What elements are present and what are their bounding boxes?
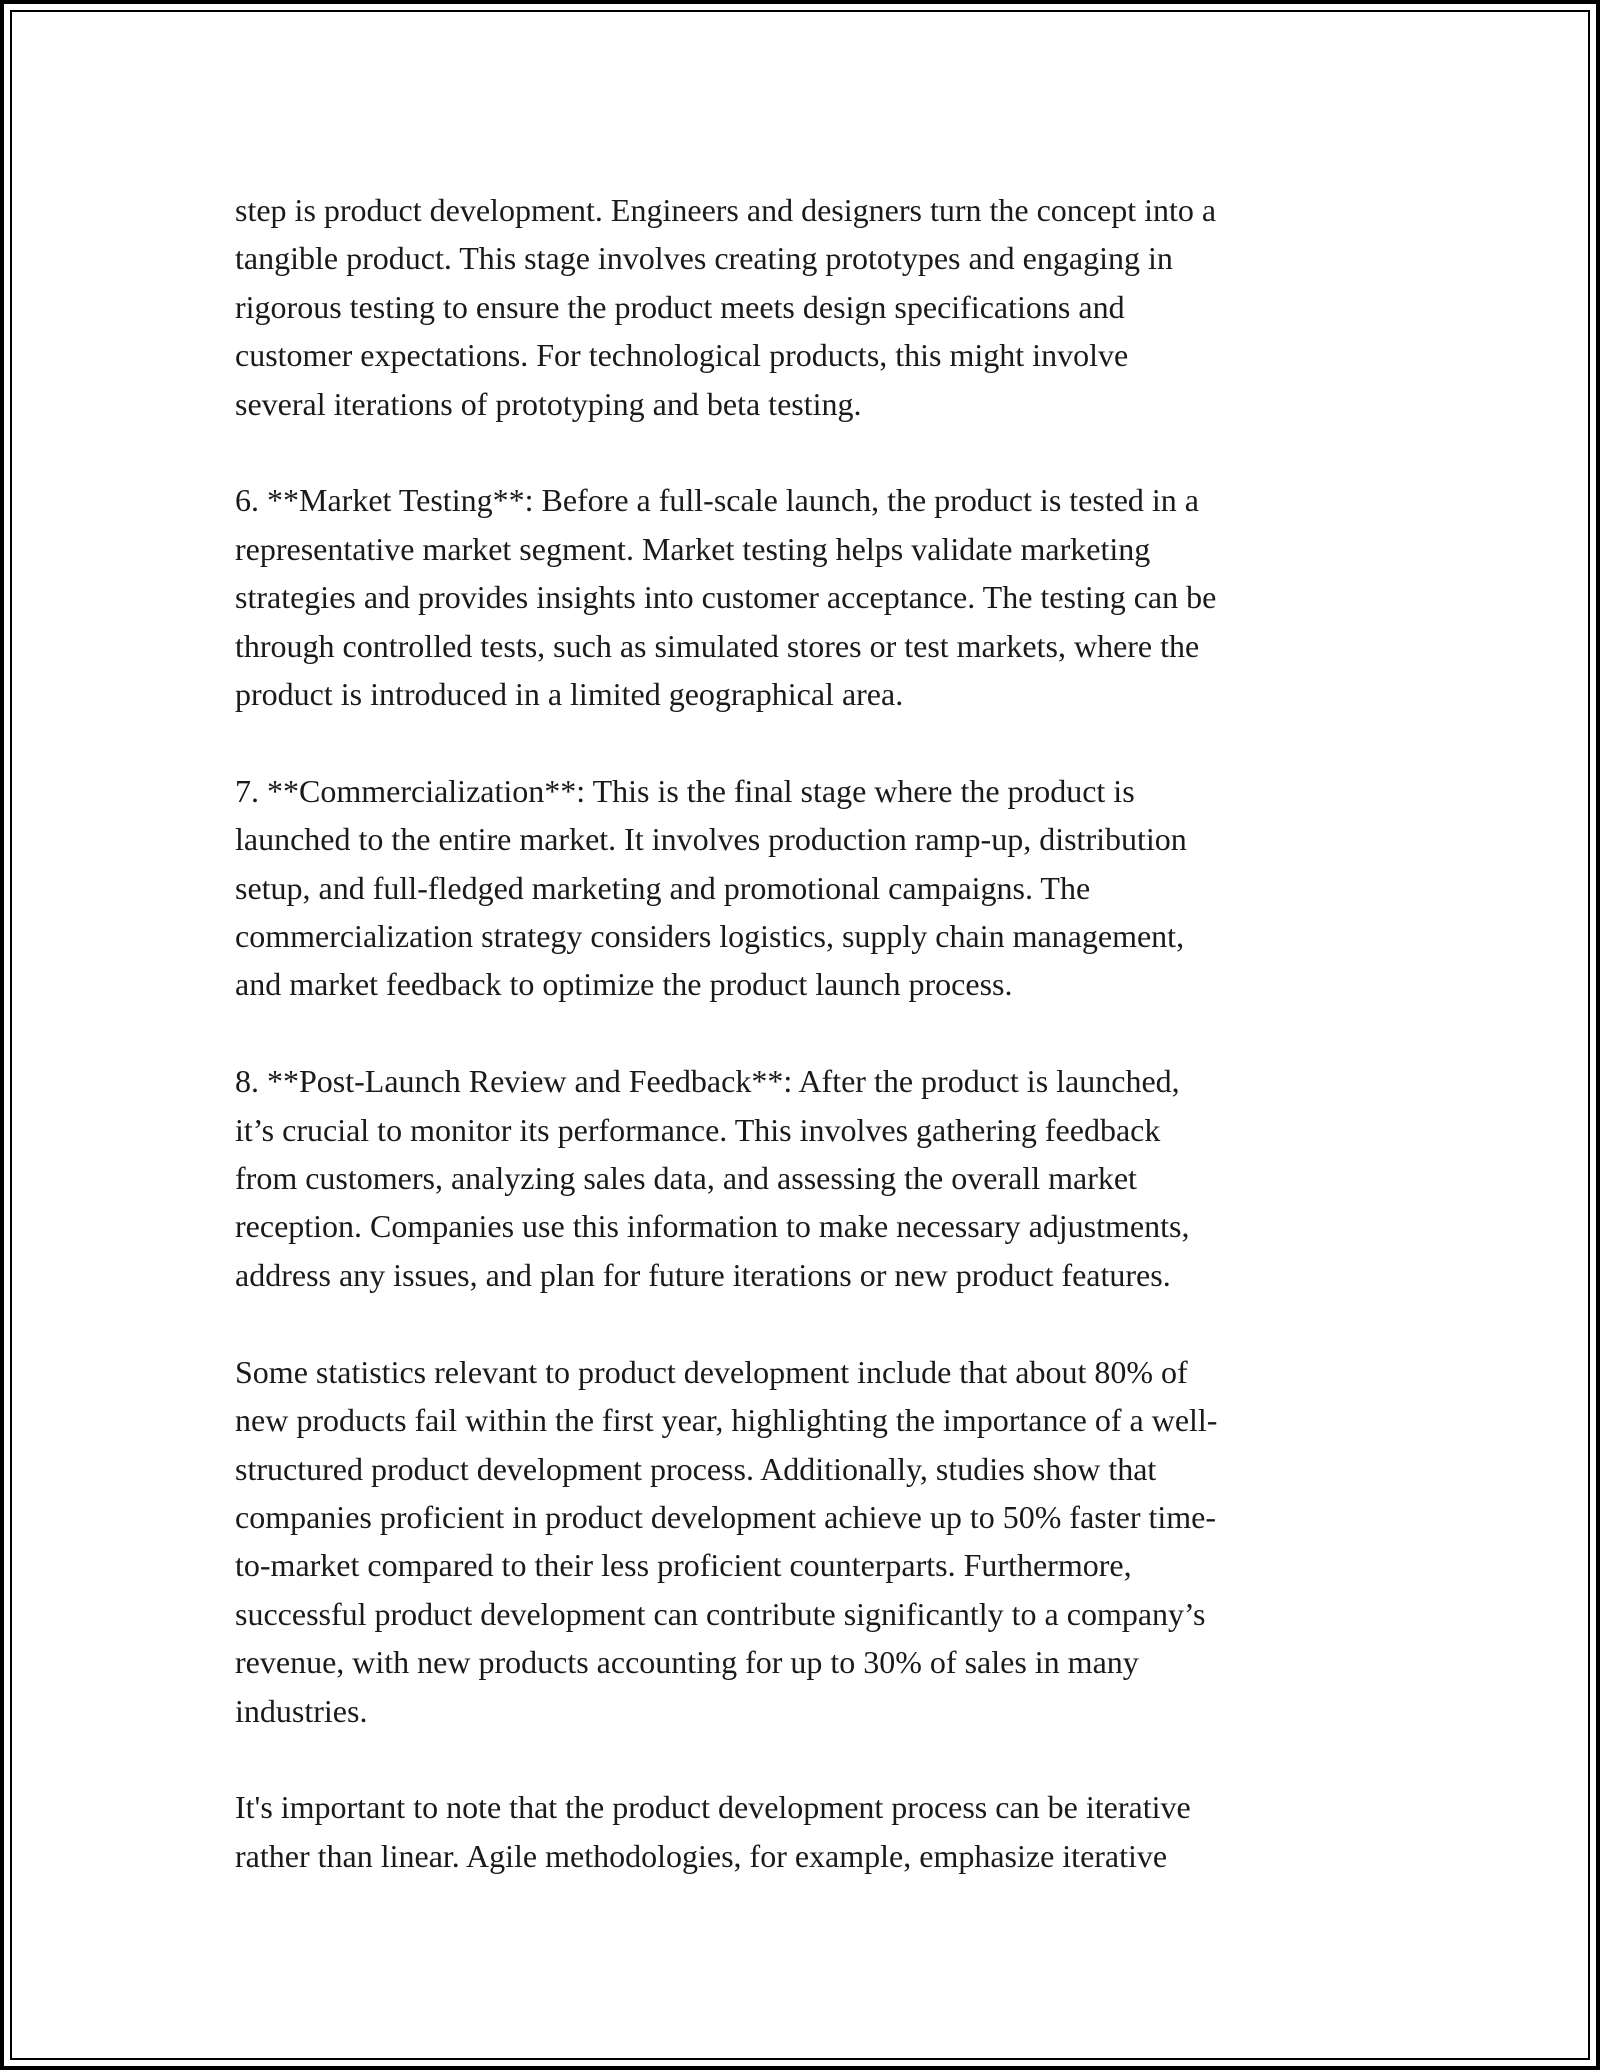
text-line: 6. **Market Testing**: Before a full-scale launch, the product is tested in a xyxy=(235,482,1199,519)
paragraph-product-development xyxy=(235,186,1365,428)
text-line: and market feedback to optimize the product launch process. xyxy=(235,966,1013,1003)
paragraph-post-launch-review xyxy=(235,1057,1365,1299)
text-line: revenue, with new products accounting for up to 30% of sales in many xyxy=(235,1644,1139,1681)
paragraph-iterative-note xyxy=(235,1783,1365,1880)
text-line: setup, and full-fledged marketing and promotional campaigns. The xyxy=(235,869,1091,906)
document-body xyxy=(235,186,1365,1929)
text-line: 8. **Post-Launch Review and Feedback**: After the product is launched, xyxy=(235,1063,1180,1100)
text-line: customer expectations. For technological products, this might involve xyxy=(235,337,1129,374)
text-line: rigorous testing to ensure the product meets design specifications and xyxy=(235,288,1125,325)
text-line: industries. xyxy=(235,1692,368,1729)
text-line: through controlled tests, such as simulated stores or test markets, where the xyxy=(235,627,1200,664)
text-line: step is product development. Engineers and designers turn the concept into a xyxy=(235,192,1217,228)
text-line: structured product development process. Additionally, studies show that xyxy=(235,1450,1157,1487)
paragraph-commercialization xyxy=(235,767,1365,1009)
text-line: commercialization strategy considers logistics, supply chain management, xyxy=(235,918,1185,955)
text-line: from customers, analyzing sales data, and assessing the overall market xyxy=(235,1160,1137,1197)
text-line: launched to the entire market. It involves production ramp-up, distribution xyxy=(235,821,1187,858)
text-line: to-market compared to their less proficient counterparts. Furthermore, xyxy=(235,1547,1132,1584)
text-line: new products fail within the first year, highlighting the importance of a well- xyxy=(235,1402,1218,1439)
text-line: tangible product. This stage involves creating prototypes and engaging in xyxy=(235,240,1173,277)
text-line: several iterations of prototyping and beta testing. xyxy=(235,385,862,422)
text-line: companies proficient in product development achieve up to 50% faster time- xyxy=(235,1498,1216,1535)
text-line: representative market segment. Market testing helps validate marketing xyxy=(235,530,1151,567)
text-line: 7. **Commercialization**: This is the final stage where the product is xyxy=(235,772,1135,809)
text-line: product is introduced in a limited geographical area. xyxy=(235,676,904,713)
text-line: It's important to note that the product development process can be iterative xyxy=(235,1789,1191,1826)
text-line: address any issues, and plan for future iterations or new product features. xyxy=(235,1256,1171,1293)
text-line: Some statistics relevant to product development include that about 80% of xyxy=(235,1353,1188,1390)
text-line: it’s crucial to monitor its performance. This involves gathering feedback xyxy=(235,1111,1161,1148)
text-line: successful product development can contribute significantly to a company’s xyxy=(235,1595,1206,1632)
paragraph-statistics xyxy=(235,1348,1365,1735)
paragraph-market-testing xyxy=(235,476,1365,718)
text-line: rather than linear. Agile methodologies, for example, emphasize iterative xyxy=(235,1837,1168,1874)
text-line: reception. Companies use this information to make necessary adjustments, xyxy=(235,1208,1190,1245)
text-line: strategies and provides insights into customer acceptance. The testing can be xyxy=(235,579,1217,616)
